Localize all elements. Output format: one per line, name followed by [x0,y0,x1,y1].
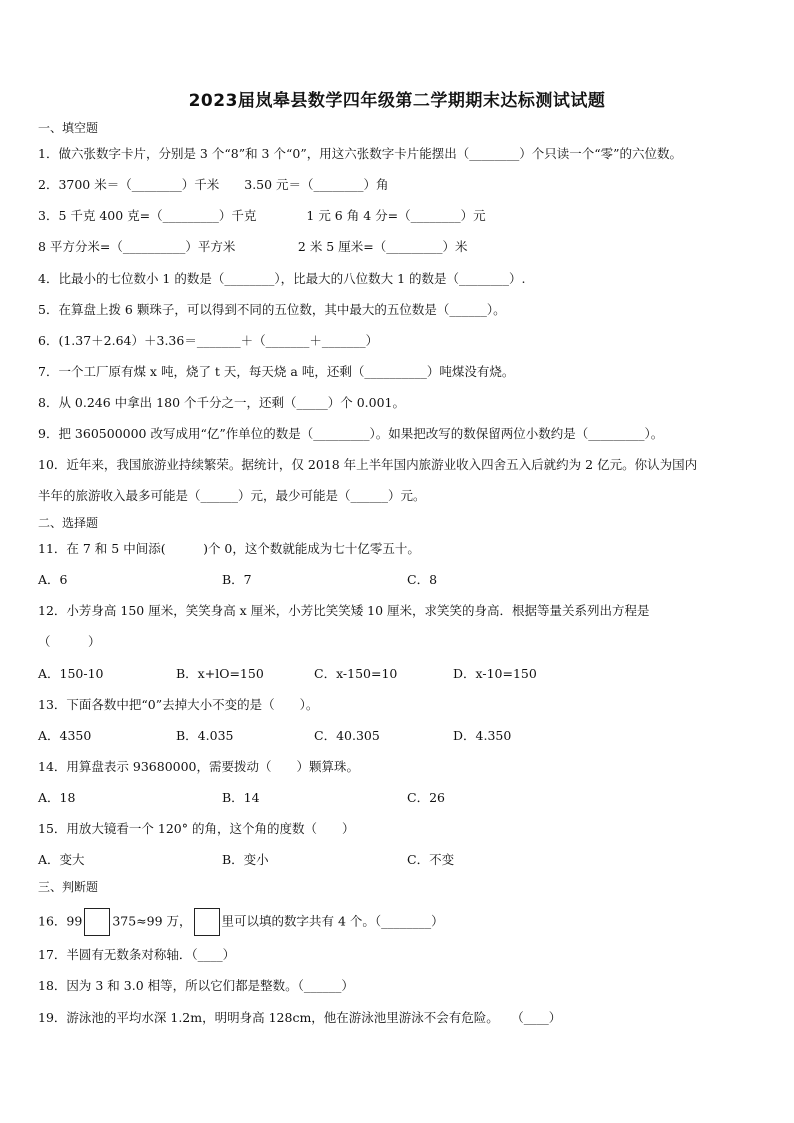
q13-option-b: B．4.035 [176,728,234,743]
question-15: 15．用放大镜看一个 120° 的角，这个角的度数（ ） [38,821,355,836]
question-3-line-2: 8 平方分米=（__________）平方米 2 米 5 厘米=（_________）米 [38,239,468,254]
q14-option-c: C．26 [407,790,445,805]
q12-option-b: B．x+lO=150 [176,666,264,681]
question-12-line-2: （ ） [38,634,101,649]
question-10-line-1: 10．近年来，我国旅游业持续繁荣。据统计，仅 2018 年上半年国内旅游业收入四舍五入后就约为 2 亿元。你认为国内 [38,457,698,472]
q13-option-c: C．40.305 [314,728,380,743]
question-5: 5．在算盘上拨 6 颗珠子，可以得到不同的五位数，其中最大的五位数是（______）。 [38,302,506,317]
question-16 [38,908,444,936]
section-judgement: 三、判断题 [38,880,99,894]
question-7: 7．一个工厂原有煤 x 吨，烧了 t 天，每天烧 a 吨，还剩（__________）吨煤没有烧。 [38,364,515,379]
question-18: 18．因为 3 和 3.0 相等，所以它们都是整数。（______） [38,978,354,993]
question-19: 19．游泳池的平均水深 1.2m，明明身高 128cm，他在游泳池里游泳不会有危险。 （____） [38,1010,562,1025]
q11-option-b: B．7 [222,572,252,587]
q14-option-a: A．18 [38,790,76,805]
question-17: 17．半圆有无数条对称轴．（____） [38,947,236,962]
section-choice: 二、选择题 [38,516,99,530]
question-14: 14．用算盘表示 93680000，需要拨动（ ）颗算珠。 [38,759,360,774]
q16-part-2: 375≈99 万， [112,913,192,929]
q12-option-d: D．x-10=150 [453,666,537,681]
digit-box [84,908,110,936]
digit-box [194,908,220,936]
question-12-line-1: 12．小芳身高 150 厘米，笑笑身高 x 厘米，小芳比笑笑矮 10 厘米，求笑笑的身高．根据等量关系列出方程是 [38,603,650,618]
question-1: 1．做六张数字卡片，分别是 3 个“8”和 3 个“0”，用这六张数字卡片能摆出（________）个只读一个“零”的六位数。 [38,146,683,161]
question-6: 6．(1.37＋2.64）＋3.36＝_______＋（_______＋_______） [38,333,379,348]
q16-part-3: 里可以填的数字共有 4 个。（________） [221,913,444,929]
q12-option-c: C．x-150=10 [314,666,398,681]
question-9: 9．把 360500000 改写成用“亿”作单位的数是（_________）。如果把改写的数保留两位小数约是（_________）。 [38,426,664,441]
q14-option-b: B．14 [222,790,260,805]
q16-part-1: 16．99 [38,913,83,929]
question-3-line-1: 3．5 千克 400 克=（_________）千克 1 元 6 角 4 分=（________）元 [38,208,486,223]
q15-option-a: A．变大 [38,852,85,867]
page-title: 2023届岚皋县数学四年级第二学期期末达标测试试题 [188,91,606,111]
q13-option-d: D．4.350 [453,728,512,743]
q13-option-a: A．4350 [38,728,92,743]
q11-option-c: C．8 [407,572,438,587]
q11-option-a: A．6 [38,572,68,587]
question-10-line-2: 半年的旅游收入最多可能是（______）元，最少可能是（______）元。 [38,488,426,503]
q15-option-b: B．变小 [222,852,269,867]
section-fill-in: 一、填空题 [38,121,99,135]
question-2: 2．3700 米＝（________）千米 3.50 元＝（________）角 [38,177,389,192]
question-8: 8．从 0.246 中拿出 180 个千分之一，还剩（_____）个 0.001。 [38,395,405,410]
question-4: 4．比最小的七位数小 1 的数是（________），比最大的八位数大 1 的数是（________）. [38,271,526,286]
q15-option-c: C．不变 [407,852,455,867]
question-11: 11．在 7 和 5 中间添( )个 0，这个数就能成为七十亿零五十。 [38,541,420,556]
q12-option-a: A．150-10 [38,666,104,681]
question-13: 13．下面各数中把“0”去掉大小不变的是（ ）。 [38,697,319,712]
